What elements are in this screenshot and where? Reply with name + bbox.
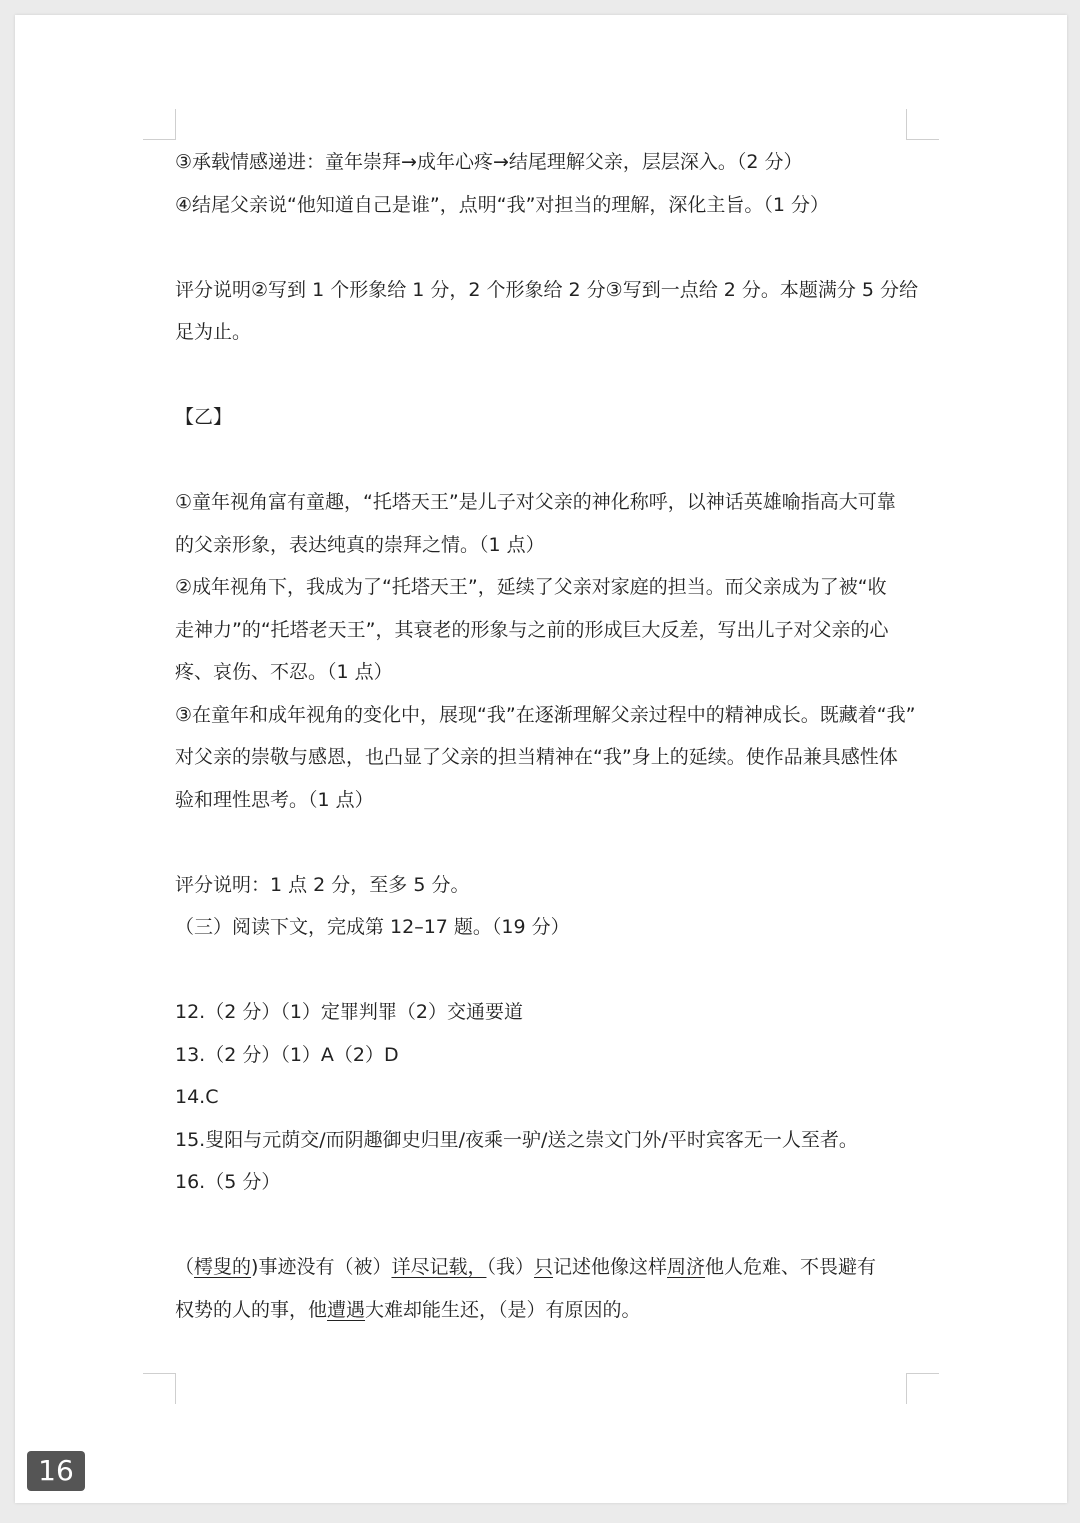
- answer-line: ③承载情感递进：童年崇拜→成年心疼→结尾理解父亲，层层深入。（2 分）: [175, 151, 803, 173]
- translation-segment: （: [175, 1256, 195, 1278]
- translation-line: [175, 1289, 915, 1332]
- crop-mark-bottom-left: [143, 1373, 176, 1404]
- crop-mark-bottom-right: [906, 1373, 939, 1404]
- scoring-note: 评分说明②写到 1 个形象给 1 分，2 个形象给 2 分③写到一点给 2 分。本题满分 5 分给: [175, 278, 919, 301]
- scoring-note: 足为止。: [175, 321, 252, 343]
- answer-line: ④结尾父亲说“他知道自己是谁”，点明“我”对担当的理解，深化主旨。（1 分）: [175, 193, 830, 216]
- translation-segment: )事迹没有（被）: [251, 1256, 392, 1278]
- section-intro: （三）阅读下文，完成第 12–17 题。（19 分）: [175, 916, 570, 938]
- answer-line: 的父亲形象，表达纯真的崇拜之情。（1 点）: [175, 533, 545, 556]
- scoring-note: 评分说明：1 点 2 分，至多 5 分。: [175, 873, 470, 896]
- answer-line: 验和理性思考。（1 点）: [175, 788, 374, 811]
- answer-q16: 16.（5 分）: [175, 1171, 281, 1193]
- section-heading: 【乙】: [175, 406, 233, 428]
- crop-mark-top-right: [906, 109, 939, 140]
- translation-segment: 记述他像这样: [553, 1256, 668, 1278]
- answer-q13: 13.（2 分）（1）A（2）D: [175, 1043, 399, 1066]
- page-number-badge: 16: [27, 1451, 85, 1491]
- answer-line: 走神力”的“托塔老天王”，其衰老的形象与之前的形成巨大反差，写出儿子对父亲的心: [175, 618, 889, 641]
- answer-q15: 15.叟阳与元荫交/而阴趣御史归里/夜乘一驴/送之崇文门外/平时宾客无一人至者。: [175, 1128, 858, 1151]
- translation-segment: （我）: [486, 1256, 534, 1278]
- crop-mark-top-left: [143, 109, 176, 140]
- blank-line: [175, 226, 915, 269]
- blank-line: [175, 949, 915, 992]
- translation-segment: 大难却能生还，（是）有原因的。: [365, 1298, 641, 1321]
- blank-line: [175, 354, 915, 397]
- answer-line: ③在童年和成年视角的变化中，展现“我”在逐渐理解父亲过程中的精神成长。既藏着“我”: [175, 703, 916, 726]
- document-page: [15, 15, 1067, 1503]
- translation-segment: 他人危难、不畏避有: [705, 1256, 877, 1278]
- translation-underlined: 详尽记载，: [391, 1256, 487, 1278]
- blank-line: [175, 439, 915, 482]
- document-body: [175, 141, 919, 1331]
- translation-underlined: 周济: [667, 1256, 706, 1278]
- answer-q14: 14.C: [175, 1086, 219, 1108]
- translation-underlined: 樗叟的: [194, 1256, 252, 1278]
- blank-line: [175, 821, 915, 864]
- translation-underlined: 遭遇: [327, 1298, 366, 1321]
- translation-line: [175, 1246, 915, 1289]
- translation-underlined: 只: [533, 1256, 553, 1278]
- answer-line: ①童年视角富有童趣，“托塔天王”是儿子对父亲的神化称呼，以神话英雄喻指高大可靠: [175, 491, 896, 513]
- translation-segment: 权势的人的事，他: [175, 1298, 328, 1321]
- answer-line: 疼、哀伤、不忍。（1 点）: [175, 661, 393, 683]
- answer-line: ②成年视角下，我成为了“托塔天王”，延续了父亲对家庭的担当。而父亲成为了被“收: [175, 576, 887, 598]
- answer-q12: 12.（2 分）（1）定罪判罪（2）交通要道: [175, 1001, 524, 1023]
- blank-line: [175, 1204, 915, 1247]
- answer-line: 对父亲的崇敬与感恩，也凸显了父亲的担当精神在“我”身上的延续。使作品兼具感性体: [175, 746, 898, 768]
